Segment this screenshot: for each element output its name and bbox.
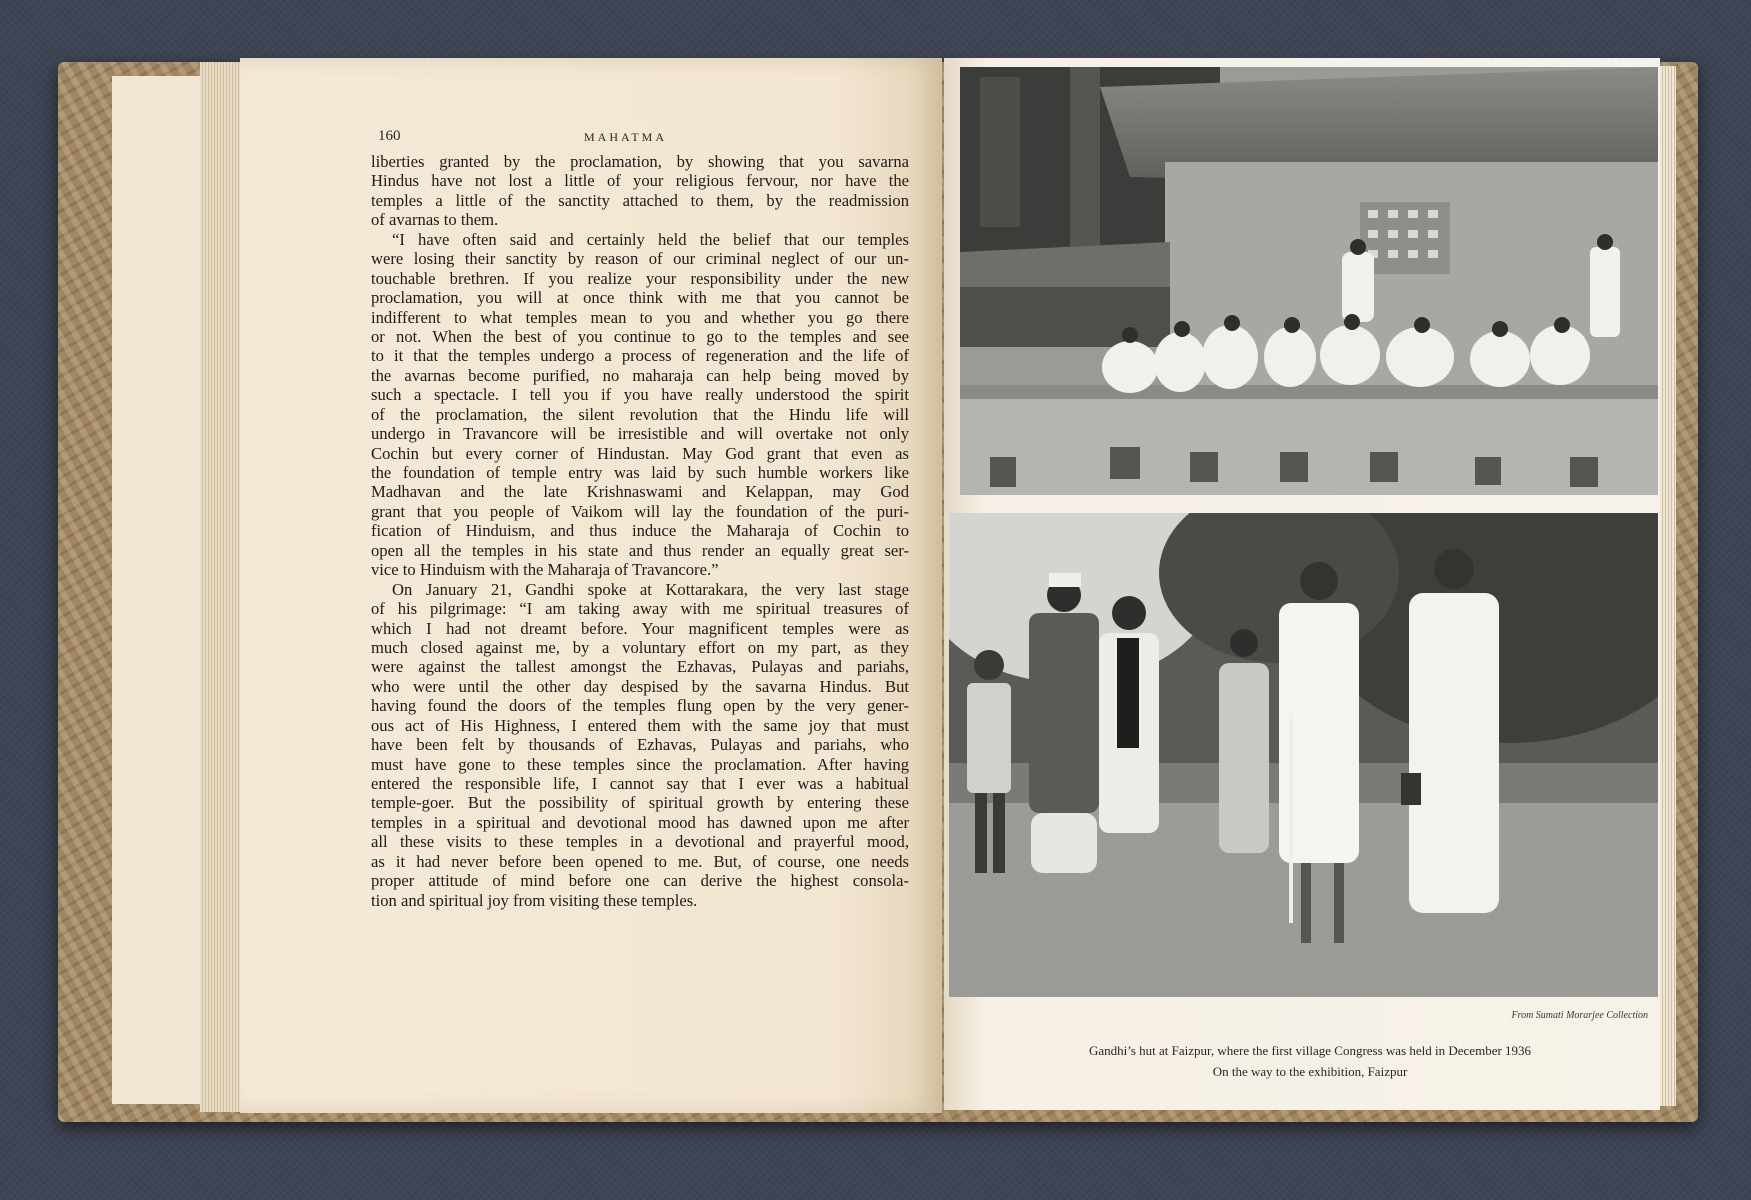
text-line: proclamation, you will at once think with me that you cannot be [371, 288, 909, 308]
text-line: much closed against me, by a voluntary effort on my part, as they [371, 637, 909, 657]
text-line: Cochin but every corner of Hindustan. May God grant that even as [371, 443, 909, 463]
text-line: the foundation of temple entry was laid by such humble workers like [371, 463, 909, 482]
text-line: of the proclamation, the silent revolution that the Hindu life will [371, 404, 909, 424]
text-line: tion and spiritual joy from visiting these temples. [371, 890, 698, 910]
text-line: of avarnas to them. [371, 210, 499, 230]
walk-photo-image [949, 513, 1658, 997]
text-line: ous act of His Highness, I entered them with the same joy that must [371, 715, 909, 735]
text-line: entered the responsible life, I cannot say that I ever was a habitual [371, 774, 909, 793]
text-line: vice to Hinduism with the Maharaja of Travancore.” [371, 560, 719, 580]
text-line: were against the tallest amongst the Ezhavas, Pulayas and pariahs, [371, 657, 909, 677]
photo-gandhi-hut [960, 67, 1658, 495]
page-stack-left [200, 62, 240, 1112]
text-line: On January 21, Gandhi spoke at Kottarakara, the very last stage [392, 579, 909, 599]
text-line: Hindus have not lost a little of your religious fervour, nor have the [371, 171, 909, 191]
text-line: to it that the temples undergo a process of regeneration and the life of [371, 346, 909, 366]
text-line: the avarnas become purified, no maharaja can help being moved by [371, 365, 909, 385]
text-line: such a spectacle. I tell you if you have really understood the spirit [371, 385, 909, 405]
text-line: were losing their sanctity by reason of our criminal neglect of our un- [371, 249, 909, 269]
text-line: or not. When the best of you continue to go to the temples and see [371, 326, 909, 346]
text-line: having found the doors of the temples flung open by the very gener- [371, 696, 909, 716]
hut-photo-image [960, 67, 1658, 495]
text-line: touchable brethren. If you realize your responsibility under the new [371, 268, 909, 288]
text-line: all these visits to these temples in a devotional and prayerful mood, [371, 832, 909, 852]
body-text [371, 152, 909, 910]
caption-top: Gandhi’s hut at Faizpur, where the first village Congress was held in December 1936 [1088, 1043, 1532, 1058]
text-line: must have gone to these temples since the proclamation. After having [371, 754, 909, 774]
page-number: 160 [378, 128, 401, 144]
text-line: temple-goer. But the possibility of spiritual growth by entering these [371, 793, 909, 813]
running-head: MAHATMA [584, 130, 668, 144]
text-line: indifferent to what temples mean to you and whether you go there [371, 307, 909, 327]
text-line: temples a little of the sanctity attached to them, by the readmission [371, 190, 909, 210]
text-line: Madhavan and the late Krishnaswami and Kelappan, may God [371, 482, 909, 502]
text-line: have been felt by thousands of Ezhavas, Pulayas and pariahs, who [371, 735, 909, 755]
page-stack-right [1660, 66, 1676, 1106]
text-line: undergo in Travancore will be irresistible and will overtake not only [371, 424, 909, 444]
photo-way-to-exhibition [949, 513, 1658, 997]
text-line: fication of Hinduism, and thus induce the Maharaja of Cochin to [371, 521, 909, 541]
text-line: who were until the other day despised by the savarna Hindus. But [371, 676, 909, 696]
photo-credit: From Sumati Morarjee Collection [1511, 1010, 1648, 1021]
text-line: which I had not dreamt before. Your magnificent temples were as [371, 618, 909, 638]
text-line: open all the temples in his state and thus render an equally great ser- [371, 540, 909, 560]
text-line: of his pilgrimage: “I am taking away with me spiritual treasures of [371, 599, 909, 619]
page-header [378, 128, 898, 150]
text-line: temples in a spiritual and devotional mood has dawned upon me after [371, 812, 909, 832]
text-line: grant that you people of Vaikom will lay the foundation of the puri- [371, 501, 909, 521]
text-line: liberties granted by the proclamation, by showing that you savarna [371, 152, 909, 171]
plate-caption [1020, 1040, 1600, 1082]
text-line: proper attitude of mind before one can derive the highest consola- [371, 871, 909, 891]
text-line: as it had never before been opened to me. But, of course, one needs [371, 851, 909, 871]
text-line: “I have often said and certainly held the belief that our temples [392, 229, 909, 249]
caption-bottom: On the way to the exhibition, Faizpur [1212, 1064, 1408, 1079]
